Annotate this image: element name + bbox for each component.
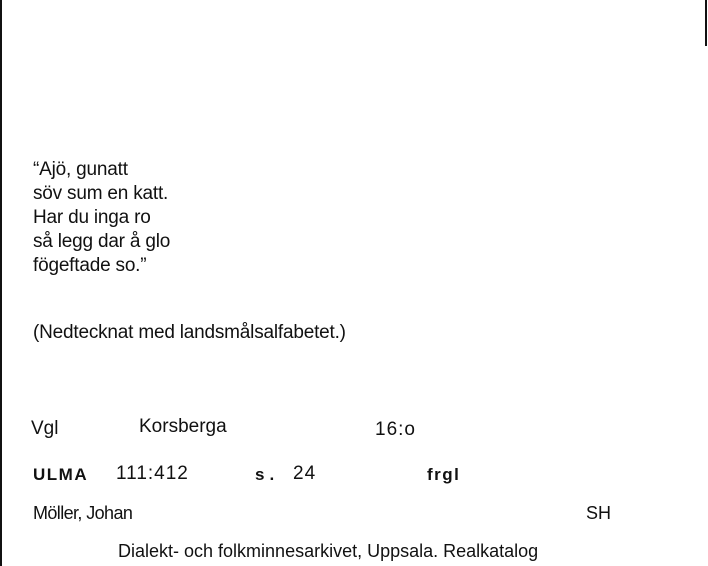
archive-number: 111:412 [116, 463, 189, 484]
recorder-name: Möller, Johan [33, 503, 133, 523]
poem-text [33, 158, 170, 278]
archive-label: ULMA [33, 465, 89, 484]
poem-line: “Ajö, gunatt [33, 159, 128, 180]
poem-line: fögeftade so.” [33, 255, 147, 276]
page-number: 24 [293, 463, 317, 484]
card-left-edge [0, 0, 2, 566]
poem-line: Har du inga ro [33, 207, 151, 228]
poem-line: söv sum en katt. [33, 183, 169, 204]
poem-line: så legg dar å glo [33, 231, 171, 252]
recorder-initials: SH [586, 503, 612, 523]
page-label: s. [255, 465, 280, 484]
archive-footer: Dialekt- och folkminnesarkivet, Uppsala. Realkatalog [118, 541, 539, 561]
region-code: Vgl [31, 418, 59, 439]
location-code: 16:o [375, 419, 416, 440]
card-right-edge [705, 0, 707, 46]
transcription-note: (Nedtecknat med landsmålsalfabetet.) [33, 322, 346, 343]
category-code: frgl [427, 465, 461, 484]
parish-name: Korsberga [139, 416, 227, 437]
